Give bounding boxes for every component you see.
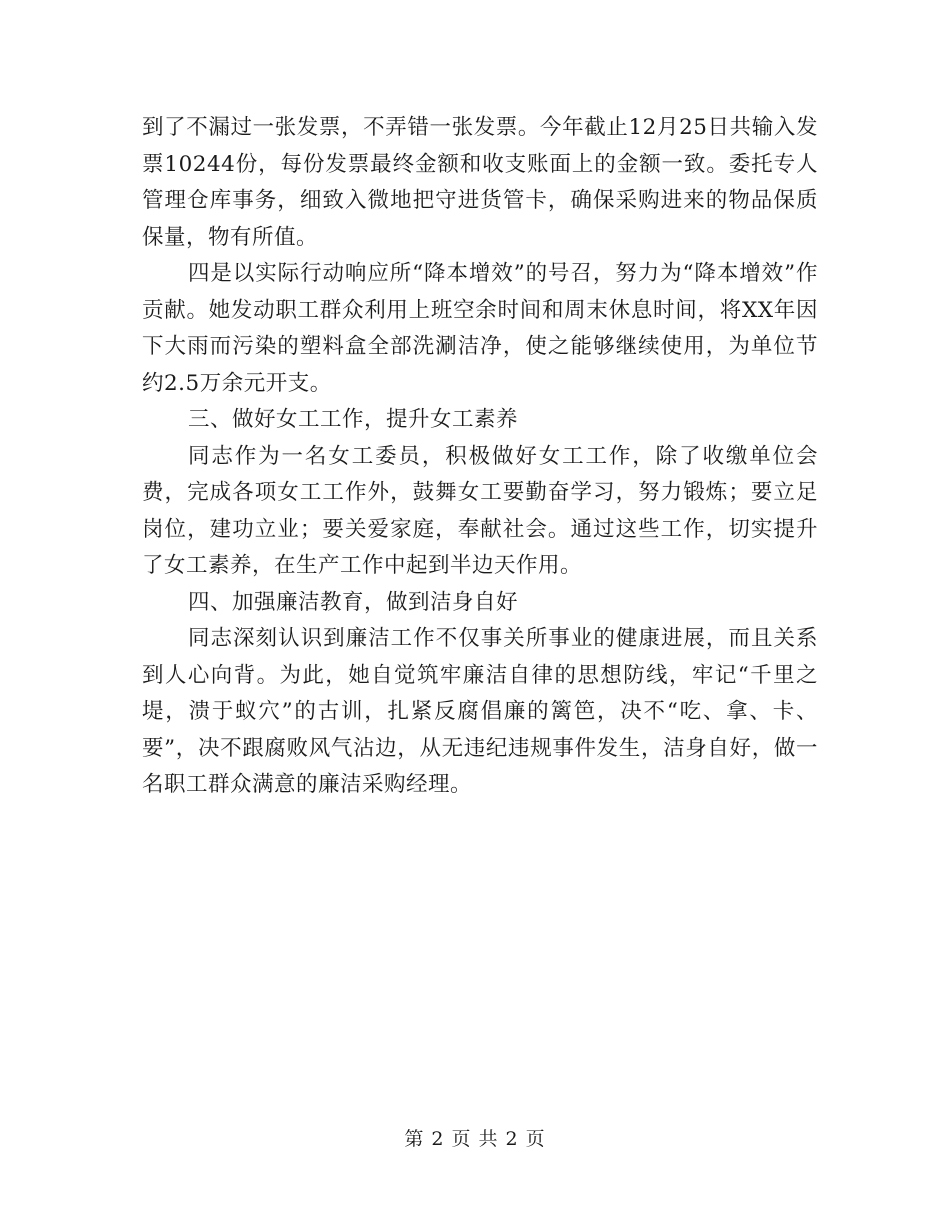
paragraph-cost-reduction: 四是以实际行动响应所“降本增效”的号召，努力为“降本增效”作贡献。她发动职工群众利用上班空余时间和周末休息时间，将XX年因下大雨而污染的塑料盒全部洗涮洁净，使之能够继续使用，为单位节约2.5万余元开支。 (142, 261, 818, 396)
paragraph-integrity: 同志深刻认识到廉洁工作不仅事关所事业的健康进展，而且关系到人心向背。为此，她自觉筑牢廉洁自律的思想防线，牢记“千里之堤，溃于蚁穴”的古训，扎紧反腐倡廉的篱笆，决不“吃、拿、卡、要”，决不跟腐败风气沾边，从无违纪违规事件发生，洁身自好，做一名职工群众满意的廉洁采购经理。 (142, 626, 818, 797)
document-body (142, 110, 818, 804)
section-heading-female-workers: 三、做好女工工作，提升女工素养 (188, 407, 519, 432)
paragraph-invoice-summary: 到了不漏过一张发票，不弄错一张发票。今年截止12月25日共输入发票10244份，每份发票最终金额和收支账面上的金额一致。委托专人管理仓库事务，细致入微地把守进货管卡，确保采购进来的物品保质保量，物有所值。 (142, 115, 818, 250)
section-heading-integrity: 四、加强廉洁教育，做到洁身自好 (188, 589, 519, 615)
page-number-footer: 第 2 页 共 2 页 (404, 1128, 546, 1150)
paragraph-female-workers: 同志作为一名女工委员，积极做好女工工作，除了收缴单位会费，完成各项女工工作外，鼓舞女工要勤奋学习，努力锻炼；要立足岗位，建功立业；要关爱家庭，奉献社会。通过这些工作，切实提升了女工素养，在生产工作中起到半边天作用。 (142, 443, 818, 578)
